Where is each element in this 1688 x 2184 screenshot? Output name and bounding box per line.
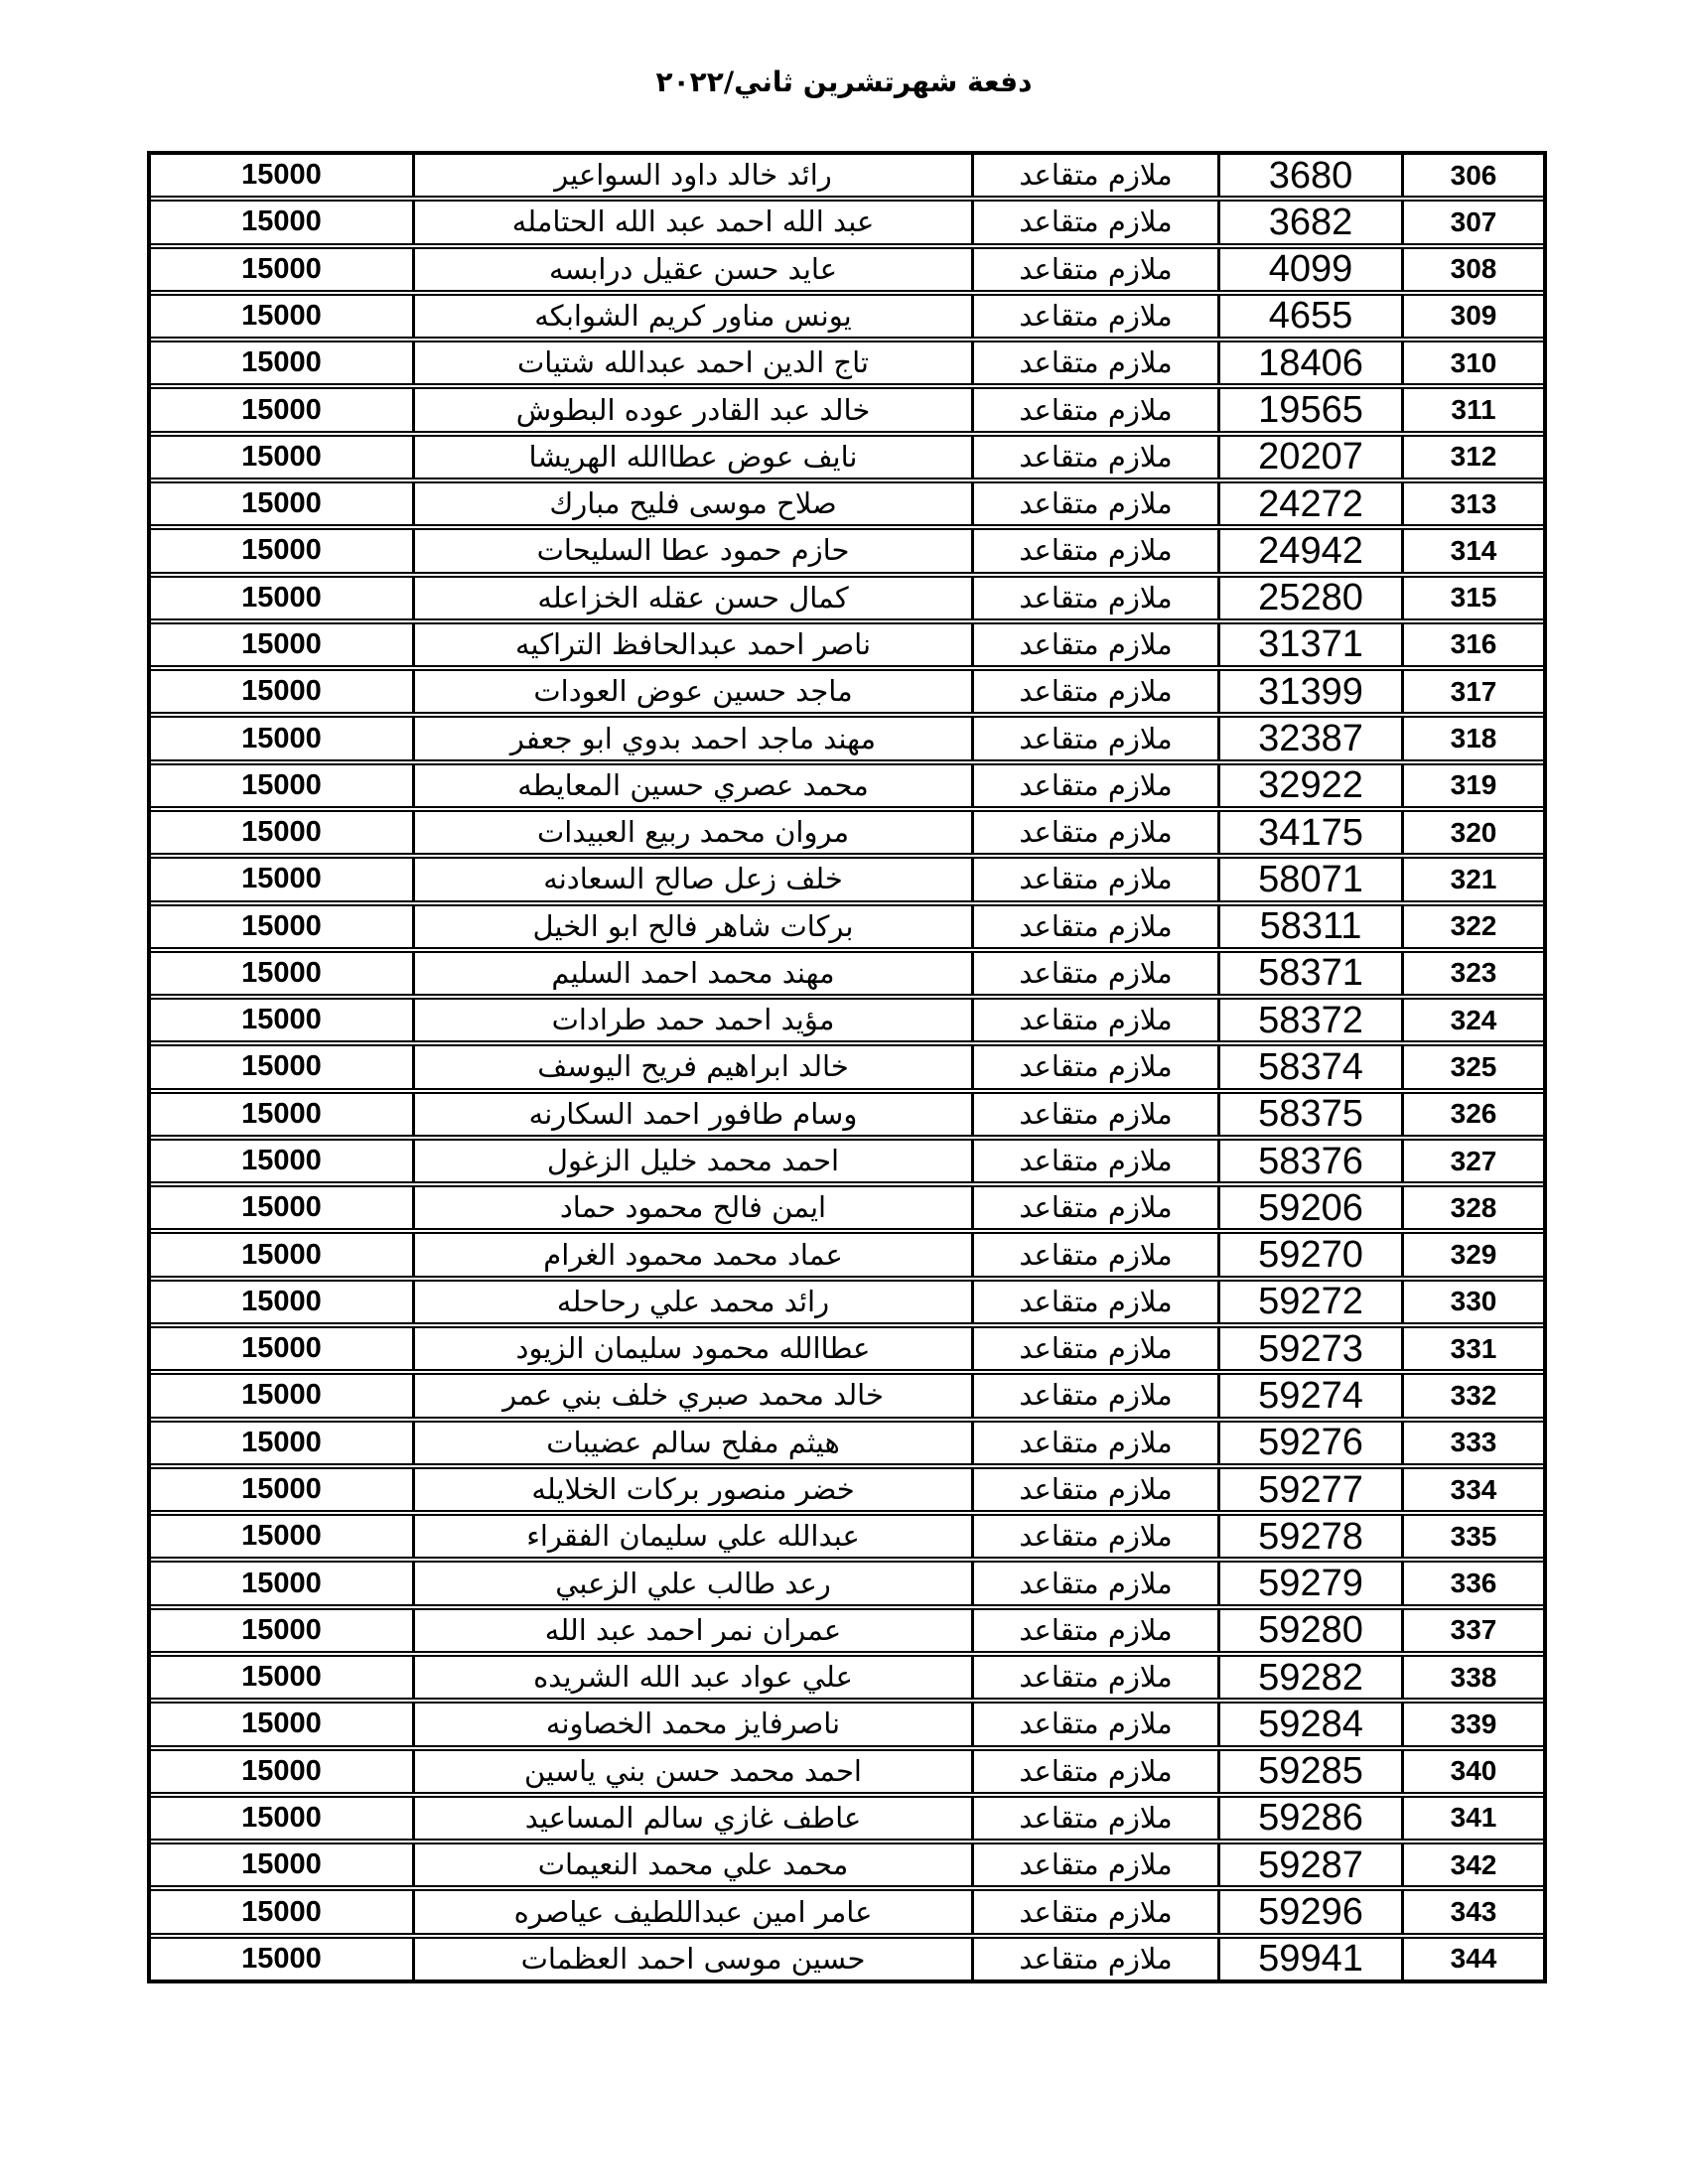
rank-cell: ملازم متقاعد <box>971 1563 1217 1603</box>
rank-cell: ملازم متقاعد <box>971 624 1217 665</box>
name-cell: محمد عصري حسين المعايطه <box>412 765 971 806</box>
pension-number-cell: 58371 <box>1217 953 1401 994</box>
table-row <box>151 1651 1543 1698</box>
name-cell: خالد محمد صبري خلف بني عمر <box>412 1375 971 1416</box>
table-row <box>151 1135 1543 1181</box>
serial-number-cell: 336 <box>1401 1563 1543 1603</box>
serial-number-cell: 337 <box>1401 1610 1543 1651</box>
rank-cell: ملازم متقاعد <box>971 953 1217 994</box>
rank-cell: ملازم متقاعد <box>971 1141 1217 1181</box>
table-row <box>151 806 1543 853</box>
serial-number-cell: 335 <box>1401 1516 1543 1557</box>
pension-number-cell: 31371 <box>1217 624 1401 665</box>
name-cell: حازم حمود عطا السليحات <box>412 530 971 571</box>
rank-cell: ملازم متقاعد <box>971 1234 1217 1275</box>
serial-number-cell: 327 <box>1401 1141 1543 1181</box>
name-cell: رعد طالب علي الزعبي <box>412 1563 971 1603</box>
rank-cell: ملازم متقاعد <box>971 859 1217 899</box>
name-cell: احمد محمد حسن بني ياسين <box>412 1751 971 1792</box>
pension-number-cell: 3682 <box>1217 202 1401 242</box>
name-cell: نايف عوض عطاالله الهريشا <box>412 437 971 478</box>
name-cell: محمد علي محمد النعيمات <box>412 1844 971 1885</box>
pension-number-cell: 59284 <box>1217 1704 1401 1744</box>
serial-number-cell: 323 <box>1401 953 1543 994</box>
rank-cell: ملازم متقاعد <box>971 1187 1217 1228</box>
name-cell: عامر امين عبداللطيف عياصره <box>412 1891 971 1932</box>
pension-number-cell: 20207 <box>1217 437 1401 478</box>
rank-cell: ملازم متقاعد <box>971 1328 1217 1369</box>
serial-number-cell: 332 <box>1401 1375 1543 1416</box>
amount-cell: 15000 <box>241 1004 322 1036</box>
table-row <box>151 618 1543 665</box>
serial-number-cell: 328 <box>1401 1187 1543 1228</box>
pension-number-cell: 24272 <box>1217 483 1401 524</box>
table-row <box>151 1088 1543 1135</box>
pension-number-cell: 58375 <box>1217 1094 1401 1135</box>
rank-cell: ملازم متقاعد <box>971 437 1217 478</box>
table-row <box>151 1604 1543 1651</box>
serial-number-cell: 330 <box>1401 1282 1543 1322</box>
amount-cell: 15000 <box>241 1332 322 1365</box>
serial-number-cell: 311 <box>1401 389 1543 430</box>
amount-cell: 15000 <box>241 1097 322 1130</box>
serial-number-cell: 310 <box>1401 342 1543 383</box>
serial-number-cell: 316 <box>1401 624 1543 665</box>
rank-cell: ملازم متقاعد <box>971 1704 1217 1744</box>
pension-number-cell: 59206 <box>1217 1187 1401 1228</box>
amount-cell: 15000 <box>241 1238 322 1271</box>
amount-cell: 15000 <box>241 1848 322 1881</box>
amount-cell: 15000 <box>241 1426 322 1458</box>
serial-number-cell: 307 <box>1401 202 1543 242</box>
pension-number-cell: 4099 <box>1217 249 1401 290</box>
table-row <box>151 665 1543 712</box>
table-row <box>151 431 1543 478</box>
table-row <box>151 478 1543 524</box>
pension-number-cell: 18406 <box>1217 342 1401 383</box>
name-cell: صلاح موسى فليح مبارك <box>412 483 971 524</box>
rank-cell: ملازم متقاعد <box>971 1000 1217 1040</box>
amount-cell: 15000 <box>241 1567 322 1599</box>
pension-number-cell: 59941 <box>1217 1939 1401 1979</box>
serial-number-cell: 317 <box>1401 671 1543 712</box>
serial-number-cell: 344 <box>1401 1939 1543 1979</box>
serial-number-cell: 308 <box>1401 249 1543 290</box>
pension-number-cell: 59273 <box>1217 1328 1401 1369</box>
serial-number-cell: 315 <box>1401 578 1543 618</box>
serial-number-cell: 325 <box>1401 1046 1543 1087</box>
serial-number-cell: 321 <box>1401 859 1543 899</box>
pension-number-cell: 3680 <box>1217 155 1401 196</box>
pension-number-cell: 59287 <box>1217 1844 1401 1885</box>
table-row <box>151 1510 1543 1557</box>
name-cell: ماجد حسين عوض العودات <box>412 671 971 712</box>
amount-cell: 15000 <box>241 1801 322 1834</box>
name-cell: علي عواد عبد الله الشريده <box>412 1657 971 1698</box>
rank-cell: ملازم متقاعد <box>971 1891 1217 1932</box>
rank-cell: ملازم متقاعد <box>971 530 1217 571</box>
rank-cell: ملازم متقاعد <box>971 296 1217 337</box>
amount-cell: 15000 <box>241 722 322 754</box>
serial-number-cell: 342 <box>1401 1844 1543 1885</box>
name-cell: تاج الدين احمد عبدالله شتيات <box>412 342 971 383</box>
rank-cell: ملازم متقاعد <box>971 812 1217 853</box>
table-row <box>151 196 1543 242</box>
rank-cell: ملازم متقاعد <box>971 671 1217 712</box>
table-row <box>151 383 1543 430</box>
name-cell: وسام طافور احمد السكارنه <box>412 1094 971 1135</box>
rank-cell: ملازم متقاعد <box>971 906 1217 947</box>
pension-number-cell: 58311 <box>1217 906 1401 947</box>
amount-cell: 15000 <box>241 1661 322 1694</box>
pension-number-cell: 59272 <box>1217 1282 1401 1322</box>
amount-cell: 15000 <box>241 1613 322 1646</box>
rank-cell: ملازم متقاعد <box>971 342 1217 383</box>
table-row <box>151 572 1543 618</box>
amount-cell: 15000 <box>241 1754 322 1787</box>
serial-number-cell: 306 <box>1401 155 1543 196</box>
rank-cell: ملازم متقاعد <box>971 1094 1217 1135</box>
pension-number-cell: 32387 <box>1217 718 1401 758</box>
rank-cell: ملازم متقاعد <box>971 1844 1217 1885</box>
rank-cell: ملازم متقاعد <box>971 249 1217 290</box>
amount-cell: 15000 <box>241 487 322 520</box>
amount-cell: 15000 <box>241 159 322 192</box>
serial-number-cell: 340 <box>1401 1751 1543 1792</box>
serial-number-cell: 318 <box>1401 718 1543 758</box>
pension-number-cell: 19565 <box>1217 389 1401 430</box>
rank-cell: ملازم متقاعد <box>971 1375 1217 1416</box>
name-cell: رائد خالد داود السواعير <box>412 155 971 196</box>
table-row <box>151 1745 1543 1792</box>
table-row <box>151 337 1543 383</box>
table-row <box>151 155 1543 196</box>
name-cell: خالد عبد القادر عوده البطوش <box>412 389 971 430</box>
name-cell: عطاالله محمود سليمان الزيود <box>412 1328 971 1369</box>
rank-cell: ملازم متقاعد <box>971 1939 1217 1979</box>
name-cell: عبد الله احمد عبد الله الحتامله <box>412 202 971 242</box>
table-row <box>151 1276 1543 1322</box>
rank-cell: ملازم متقاعد <box>971 1610 1217 1651</box>
rank-cell: ملازم متقاعد <box>971 578 1217 618</box>
table-row <box>151 1839 1543 1885</box>
serial-number-cell: 312 <box>1401 437 1543 478</box>
pension-number-cell: 25280 <box>1217 578 1401 618</box>
pension-number-cell: 24942 <box>1217 530 1401 571</box>
serial-number-cell: 333 <box>1401 1423 1543 1463</box>
amount-cell: 15000 <box>241 534 322 567</box>
name-cell: مهند ماجد احمد بدوي ابو جعفر <box>412 718 971 758</box>
pension-number-cell: 59278 <box>1217 1516 1401 1557</box>
pension-number-cell: 58374 <box>1217 1046 1401 1087</box>
serial-number-cell: 339 <box>1401 1704 1543 1744</box>
name-cell: حسين موسى احمد العظمات <box>412 1939 971 1979</box>
serial-number-cell: 314 <box>1401 530 1543 571</box>
amount-cell: 15000 <box>241 252 322 285</box>
name-cell: احمد محمد خليل الزغول <box>412 1141 971 1181</box>
amount-cell: 15000 <box>241 346 322 379</box>
table-row <box>151 1698 1543 1744</box>
pension-number-cell: 59285 <box>1217 1751 1401 1792</box>
amount-cell: 15000 <box>241 1191 322 1224</box>
serial-number-cell: 320 <box>1401 812 1543 853</box>
serial-number-cell: 319 <box>1401 765 1543 806</box>
serial-number-cell: 331 <box>1401 1328 1543 1369</box>
table-row <box>151 1417 1543 1463</box>
rank-cell: ملازم متقاعد <box>971 1657 1217 1698</box>
name-cell: خلف زعل صالح السعادنه <box>412 859 971 899</box>
rank-cell: ملازم متقاعد <box>971 1046 1217 1087</box>
pension-number-cell: 59274 <box>1217 1375 1401 1416</box>
table-row <box>151 1228 1543 1275</box>
serial-number-cell: 329 <box>1401 1234 1543 1275</box>
serial-number-cell: 309 <box>1401 296 1543 337</box>
table-row <box>151 1181 1543 1228</box>
amount-cell: 15000 <box>241 393 322 426</box>
rank-cell: ملازم متقاعد <box>971 1469 1217 1510</box>
table-row <box>151 1933 1543 1979</box>
table-row <box>151 290 1543 337</box>
amount-cell: 15000 <box>241 440 322 473</box>
table-row <box>151 1557 1543 1603</box>
serial-number-cell: 341 <box>1401 1798 1543 1839</box>
pension-number-cell: 4655 <box>1217 296 1401 337</box>
amount-cell: 15000 <box>241 1520 322 1553</box>
name-cell: عاطف غازي سالم المساعيد <box>412 1798 971 1839</box>
pension-number-cell: 31399 <box>1217 671 1401 712</box>
amount-cell: 15000 <box>241 205 322 238</box>
pension-number-cell: 58071 <box>1217 859 1401 899</box>
pension-number-cell: 59282 <box>1217 1657 1401 1698</box>
table-row <box>151 994 1543 1040</box>
serial-number-cell: 326 <box>1401 1094 1543 1135</box>
serial-number-cell: 338 <box>1401 1657 1543 1698</box>
serial-number-cell: 313 <box>1401 483 1543 524</box>
pension-number-cell: 59279 <box>1217 1563 1401 1603</box>
amount-cell: 15000 <box>241 299 322 332</box>
name-cell: خضر منصور بركات الخلايله <box>412 1469 971 1510</box>
pension-number-cell: 59277 <box>1217 1469 1401 1510</box>
pension-number-cell: 59296 <box>1217 1891 1401 1932</box>
pension-number-cell: 59286 <box>1217 1798 1401 1839</box>
amount-cell: 15000 <box>241 909 322 942</box>
name-cell: مهند محمد احمد السليم <box>412 953 971 994</box>
table-row <box>151 1885 1543 1932</box>
name-cell: هيثم مفلح سالم عضيبات <box>412 1423 971 1463</box>
table-row <box>151 243 1543 290</box>
amount-cell: 15000 <box>241 1473 322 1506</box>
name-cell: عايد حسن عقيل درابسه <box>412 249 971 290</box>
amount-cell: 15000 <box>241 1379 322 1412</box>
rank-cell: ملازم متقاعد <box>971 1516 1217 1557</box>
amount-cell: 15000 <box>241 675 322 708</box>
pension-number-cell: 59270 <box>1217 1234 1401 1275</box>
rank-cell: ملازم متقاعد <box>971 155 1217 196</box>
amount-cell: 15000 <box>241 627 322 660</box>
name-cell: عمران نمر احمد عبد الله <box>412 1610 971 1651</box>
serial-number-cell: 324 <box>1401 1000 1543 1040</box>
name-cell: خالد ابراهيم فريح اليوسف <box>412 1046 971 1087</box>
serial-number-cell: 343 <box>1401 1891 1543 1932</box>
amount-cell: 15000 <box>241 1145 322 1177</box>
rank-cell: ملازم متقاعد <box>971 202 1217 242</box>
amount-cell: 15000 <box>241 863 322 895</box>
rank-cell: ملازم متقاعد <box>971 483 1217 524</box>
name-cell: عماد محمد محمود الغرام <box>412 1234 971 1275</box>
rank-cell: ملازم متقاعد <box>971 389 1217 430</box>
table-row <box>151 759 1543 806</box>
pension-number-cell: 59280 <box>1217 1610 1401 1651</box>
page-title: دفعة شهرتشرين ثاني/٢٠٢٢ <box>655 66 1033 98</box>
name-cell: رائد محمد علي رحاحله <box>412 1282 971 1322</box>
rank-cell: ملازم متقاعد <box>971 718 1217 758</box>
table-row <box>151 1040 1543 1087</box>
amount-cell: 15000 <box>241 1707 322 1740</box>
amount-cell: 15000 <box>241 1050 322 1083</box>
amount-cell: 15000 <box>241 1895 322 1928</box>
serial-number-cell: 322 <box>1401 906 1543 947</box>
table-row <box>151 900 1543 947</box>
name-cell: كمال حسن عقله الخزاعله <box>412 578 971 618</box>
pension-number-cell: 32922 <box>1217 765 1401 806</box>
name-cell: ناصرفايز محمد الخصاونه <box>412 1704 971 1744</box>
name-cell: يونس مناور كريم الشوابكه <box>412 296 971 337</box>
table-row <box>151 947 1543 994</box>
rank-cell: ملازم متقاعد <box>971 1798 1217 1839</box>
name-cell: ناصر احمد عبدالحافظ التراكيه <box>412 624 971 665</box>
amount-cell: 15000 <box>241 1942 322 1975</box>
rank-cell: ملازم متقاعد <box>971 1751 1217 1792</box>
rank-cell: ملازم متقاعد <box>971 765 1217 806</box>
table-row <box>151 853 1543 899</box>
name-cell: عبدالله علي سليمان الفقراء <box>412 1516 971 1557</box>
pension-number-cell: 58376 <box>1217 1141 1401 1181</box>
pension-number-cell: 58372 <box>1217 1000 1401 1040</box>
name-cell: بركات شاهر فالح ابو الخيل <box>412 906 971 947</box>
rank-cell: ملازم متقاعد <box>971 1282 1217 1322</box>
table-row <box>151 1322 1543 1369</box>
rank-cell: ملازم متقاعد <box>971 1423 1217 1463</box>
amount-cell: 15000 <box>241 1285 322 1317</box>
name-cell: مروان محمد ربيع العبيدات <box>412 812 971 853</box>
amount-cell: 15000 <box>241 956 322 989</box>
amount-cell: 15000 <box>241 581 322 614</box>
table-row <box>151 1463 1543 1510</box>
pension-number-cell: 34175 <box>1217 812 1401 853</box>
pension-number-cell: 59276 <box>1217 1423 1401 1463</box>
amount-cell: 15000 <box>241 816 322 849</box>
table-row <box>151 1792 1543 1839</box>
table-row <box>151 1369 1543 1416</box>
name-cell: ايمن فالح محمود حماد <box>412 1187 971 1228</box>
table-row <box>151 524 1543 571</box>
amount-cell: 15000 <box>241 768 322 801</box>
name-cell: مؤيد احمد حمد طرادات <box>412 1000 971 1040</box>
pension-payments-table <box>147 151 1547 1983</box>
serial-number-cell: 334 <box>1401 1469 1543 1510</box>
table-row <box>151 712 1543 758</box>
